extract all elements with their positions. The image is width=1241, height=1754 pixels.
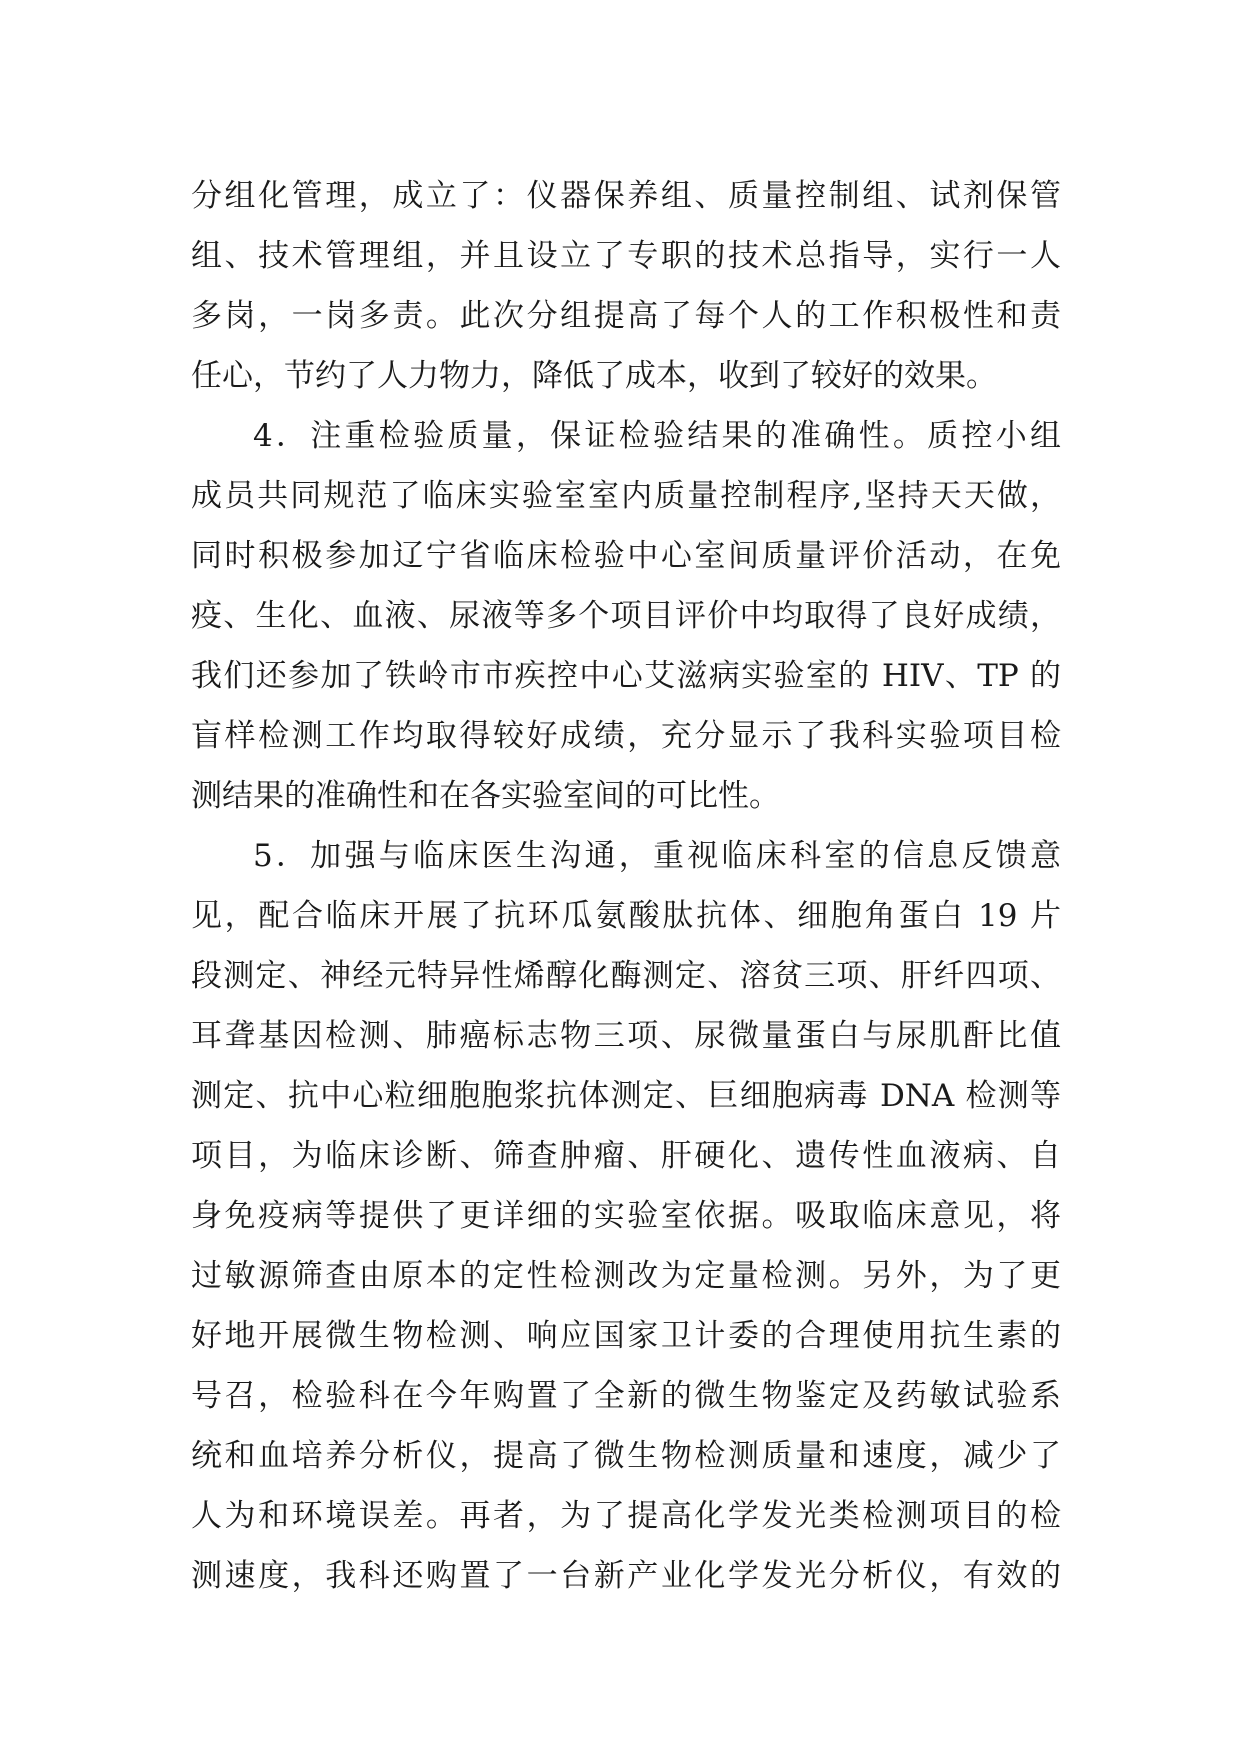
text-line: 见，配合临床开展了抗环瓜氨酸肽抗体、细胞角蛋白 19 片: [191, 898, 1061, 934]
text-line: 人为和环境误差。再者，为了提高化学发光类检测项目的检: [191, 1498, 1061, 1534]
text-line: 测定、抗中心粒细胞胞浆抗体测定、巨细胞病毒 DNA 检测等: [191, 1078, 1061, 1114]
text-line: 同时积极参加辽宁省临床检验中心室间质量评价活动，在免: [191, 538, 1061, 574]
text-line: 成员共同规范了临床实验室室内质量控制程序,坚持天天做，: [191, 478, 1061, 514]
text-line: 盲样检测工作均取得较好成绩，充分显示了我科实验项目检: [191, 718, 1061, 754]
text-line: 过敏源筛查由原本的定性检测改为定量检测。另外，为了更: [191, 1258, 1061, 1294]
paragraph-start-line: 4．注重检验质量，保证检验结果的准确性。质控小组: [253, 418, 1061, 454]
text-line: 我们还参加了铁岭市市疾控中心艾滋病实验室的 HIV、TP 的: [191, 658, 1061, 694]
text-line: 身免疫病等提供了更详细的实验室依据。吸取临床意见，将: [191, 1198, 1061, 1234]
text-line: 分组化管理，成立了：仪器保养组、质量控制组、试剂保管: [191, 178, 1061, 214]
text-line: 统和血培养分析仪，提高了微生物检测质量和速度，减少了: [191, 1438, 1061, 1474]
paragraph-start-line: 5．加强与临床医生沟通，重视临床科室的信息反馈意: [253, 838, 1061, 874]
text-line: 好地开展微生物检测、响应国家卫计委的合理使用抗生素的: [191, 1318, 1061, 1354]
text-line: 号召，检验科在今年购置了全新的微生物鉴定及药敏试验系: [191, 1378, 1061, 1414]
text-line: 测结果的准确性和在各实验室间的可比性。: [191, 778, 780, 814]
text-line: 多岗，一岗多责。此次分组提高了每个人的工作积极性和责: [191, 298, 1061, 334]
text-line: 任心，节约了人力物力，降低了成本，收到了较好的效果。: [191, 358, 997, 394]
text-line: 段测定、神经元特异性烯醇化酶测定、溶贫三项、肝纤四项、: [191, 958, 1061, 994]
text-line: 测速度，我科还购置了一台新产业化学发光分析仪，有效的: [191, 1558, 1061, 1594]
text-line: 组、技术管理组，并且设立了专职的技术总指导，实行一人: [191, 238, 1061, 274]
body-text: [191, 166, 1061, 1606]
text-line: 耳聋基因检测、肺癌标志物三项、尿微量蛋白与尿肌酐比值: [191, 1018, 1061, 1054]
text-line: 项目，为临床诊断、筛查肿瘤、肝硬化、遗传性血液病、自: [191, 1138, 1061, 1174]
text-line: 疫、生化、血液、尿液等多个项目评价中均取得了良好成绩，: [191, 598, 1061, 634]
